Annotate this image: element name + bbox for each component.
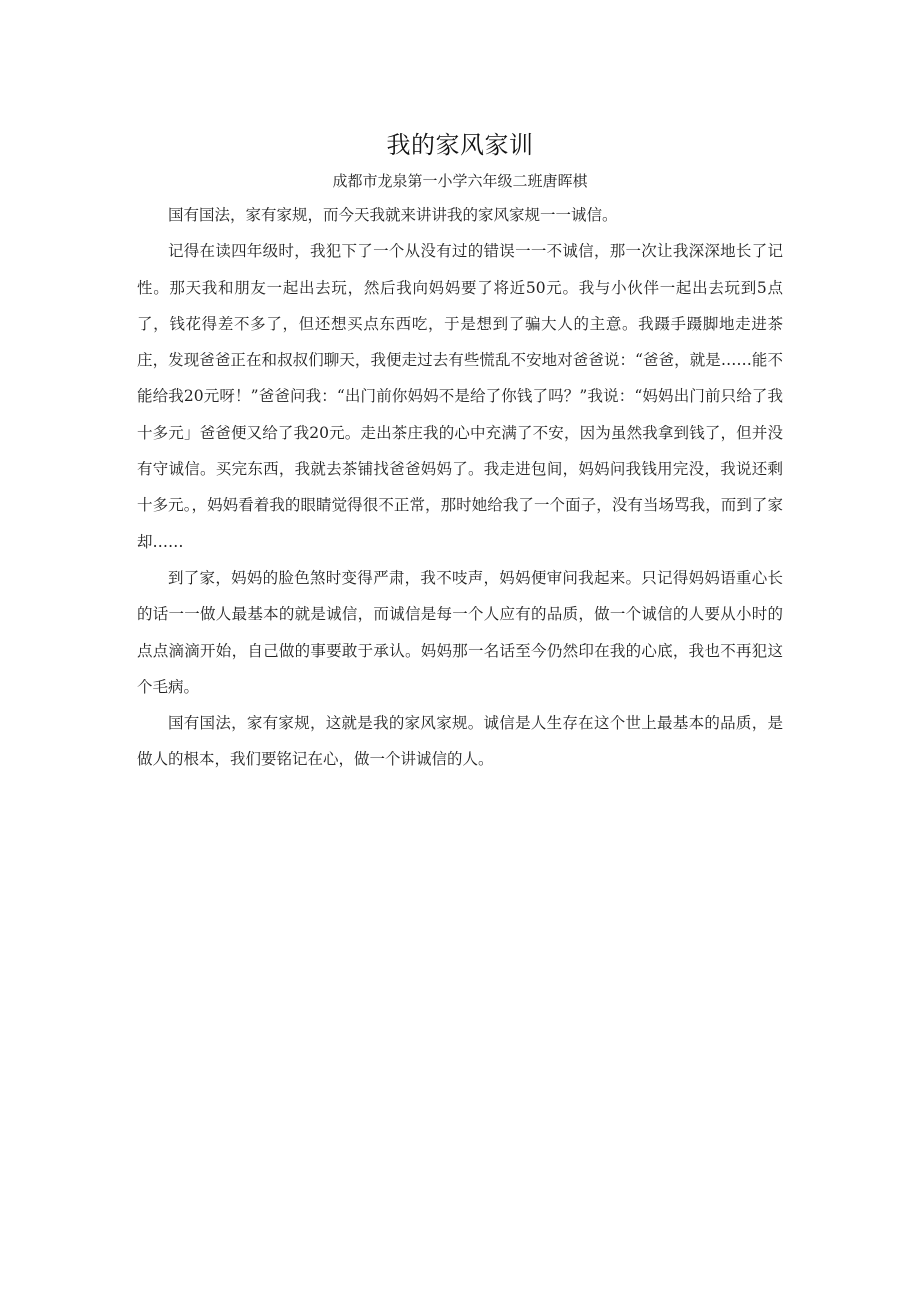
document-body <box>137 127 783 778</box>
paragraph-story: 记得在读四年级时，我犯下了一个从没有过的错误一一不诚信，那一次让我深深地长了记性。那天我和朋友一起出去玩，然后我向妈妈要了将近50元。我与小伙伴一起出去玩到5点了，钱花得差不多了，但还想买点东西吃，于是想到了骗大人的主意。我蹑手蹑脚地走进茶庄，发现爸爸正在和叔叔们聊天，我便走过去有些慌乱不安地对爸爸说：“爸爸，就是……能不能给我20元呀！”爸爸问我：“出门前你妈妈不是给了你钱了吗？”我说：“妈妈出门前只给了我十多元」爸爸便又给了我20元。走出茶庄我的心中充满了不安，因为虽然我拿到钱了，但并没有守诚信。买完东西，我就去茶铺找爸爸妈妈了。我走进包间，妈妈问我钱用完没，我说还剩十多元。，妈妈看着我的眼睛觉得很不正常，那时她给我了一个面子，没有当场骂我，而到了家却…… <box>137 242 783 551</box>
paragraph-intro: 国有国法，家有家规，而今天我就来讲讲我的家风家规一一诚信。 <box>168 206 618 224</box>
paragraph-conclusion: 国有国法，家有家规，这就是我的家风家规。诚信是人生存在这个世上最基本的品质，是做人的根本，我们要铭记在心，做一个讲诚信的人。 <box>137 714 783 769</box>
document-title: 我的家风家训 <box>386 131 534 159</box>
paragraph-lesson: 到了家，妈妈的脸色煞时变得严肃，我不吱声，妈妈便审问我起来。只记得妈妈语重心长的话一一做人最基本的就是诚信，而诚信是每一个人应有的品质，做一个诚信的人要从小时的点点滴滴开始，自己做的事要敢于承认。妈妈那一名话至今仍然印在我的心底，我也不再犯这个毛病。 <box>137 568 783 696</box>
author-byline: 成都市龙泉第一小学六年级二班唐晖棋 <box>332 172 588 190</box>
